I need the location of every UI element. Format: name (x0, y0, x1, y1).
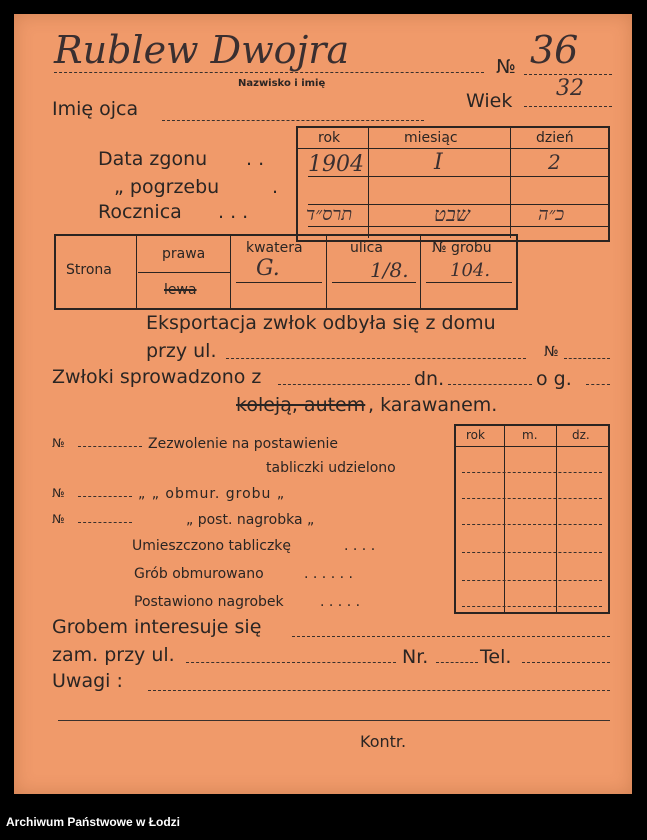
plaque-placed-dots: . . . . (344, 538, 376, 554)
permit-no-1: № (52, 436, 65, 450)
anniversary-day: כ״ה (538, 204, 565, 225)
anniversary-month: שבט (434, 202, 470, 226)
age-value: 32 (556, 76, 584, 101)
interested-line (292, 636, 610, 637)
location-table-rule (236, 282, 322, 283)
tombstone-erected-dots: . . . . . (320, 594, 361, 610)
grave-walled: Grób obmurowano (134, 566, 264, 582)
location-table-divider (326, 236, 327, 308)
tel-line (522, 662, 610, 663)
brought-from-line (278, 384, 410, 385)
hour-label: o g. (536, 368, 572, 390)
number-line (524, 74, 612, 75)
export-street-label: przy ul. (146, 340, 217, 362)
control-label: Kontr. (360, 732, 407, 751)
grave-walled-dots: . . . . . . (304, 566, 353, 582)
location-table-divider (230, 236, 231, 308)
hour-line (586, 384, 610, 385)
notes-line-2 (58, 720, 610, 721)
anniversary-year: תרס״ד (306, 204, 353, 225)
transport-rest: , karawanem. (368, 394, 498, 416)
card-number: 36 (530, 28, 579, 72)
col-header-month: miesiąc (404, 130, 458, 146)
death-year: 1904 (308, 152, 364, 177)
location-table-rule (138, 272, 230, 273)
tombstone-erected: Postawiono nagrobek (134, 594, 284, 610)
day-line (448, 384, 532, 385)
address-label: zam. przy ul. (52, 644, 175, 666)
age-label: Wiek (466, 90, 513, 112)
permit-tombstone: „ post. nagrobka „ (186, 512, 315, 528)
kwatera-value: G. (256, 256, 280, 281)
side-left-option: lewa (164, 282, 197, 298)
transport-struck: koleją, autem (236, 394, 366, 416)
permits-row-line (462, 472, 602, 473)
permit-line-1 (78, 446, 142, 447)
permits-col-year: rok (466, 428, 485, 442)
burial-date-label: „ pogrzebu (114, 176, 220, 198)
side-right-option: prawa (162, 246, 206, 262)
age-line (524, 106, 612, 107)
dates-table-rule (298, 148, 608, 149)
dates-table-divider (510, 128, 511, 238)
death-date-leader: . . (246, 148, 265, 170)
ulica-label: ulica (350, 240, 383, 256)
permits-row-line (462, 606, 602, 607)
side-label: Strona (66, 262, 112, 278)
ulica-value: 1/8. (370, 258, 409, 282)
location-table-divider (136, 236, 137, 308)
location-table-divider (420, 236, 421, 308)
name-line (54, 72, 484, 73)
permit-line-3 (78, 522, 132, 523)
nr-label: Nr. (402, 646, 429, 668)
notes-label: Uwagi : (52, 670, 123, 692)
permit-no-3: № (52, 512, 65, 526)
kwatera-label: kwatera (246, 240, 303, 256)
permits-row-line (462, 498, 602, 499)
permits-row-line (462, 524, 602, 525)
nr-line (436, 662, 478, 663)
permits-row-line (462, 580, 602, 581)
permits-row-line (462, 552, 602, 553)
permit-plaque-2: tabliczki udzielono (266, 460, 396, 476)
permit-masonry: „ „ obmur. grobu „ (138, 486, 286, 502)
export-no-label: № (544, 344, 559, 360)
grave-number-value: 104. (450, 260, 491, 281)
location-table-rule (426, 282, 512, 283)
name-caption: Nazwisko i imię (238, 78, 326, 89)
permit-no-2: № (52, 486, 65, 500)
father-name-line (162, 120, 424, 121)
notes-line (148, 690, 610, 691)
brought-from-label: Zwłoki sprowadzono z (52, 366, 262, 388)
death-month: I (434, 150, 443, 175)
permit-line-2 (78, 496, 132, 497)
permits-date-table (454, 424, 610, 614)
export-street-line (226, 358, 526, 359)
father-name-label: Imię ojca (52, 98, 139, 120)
grave-number-label: № grobu (432, 240, 492, 256)
anniversary-label: Rocznica (98, 201, 182, 223)
permits-col-month: m. (522, 428, 538, 442)
export-line: Eksportacja zwłok odbyła się z domu (146, 312, 496, 334)
tel-label: Tel. (480, 646, 512, 668)
archive-caption: Archiwum Państwowe w Łodzi (6, 815, 181, 829)
export-no-line (564, 358, 610, 359)
location-table-rule (332, 282, 416, 283)
interested-label: Grobem interesuje się (52, 616, 262, 638)
permits-col-day: dz. (572, 428, 590, 442)
deceased-name-handwritten: Rublew Dwojra (54, 28, 350, 72)
death-day: 2 (548, 150, 561, 174)
burial-record-card (14, 14, 632, 794)
burial-date-leader: . (272, 176, 279, 198)
col-header-year: rok (318, 130, 341, 146)
anniversary-leader: . . . (218, 201, 249, 223)
permits-table-rule (456, 446, 608, 447)
death-date-label: Data zgonu (98, 148, 208, 170)
permits-table-divider (556, 426, 557, 612)
plaque-placed: Umieszczono tabliczkę (132, 538, 292, 554)
permit-plaque: Zezwolenie na postawienie (148, 436, 338, 452)
address-line (186, 662, 396, 663)
day-label: dn. (414, 368, 445, 390)
dates-table-divider (368, 128, 369, 238)
number-label: № (496, 56, 516, 78)
col-header-day: dzień (536, 130, 574, 146)
permits-table-divider (504, 426, 505, 612)
